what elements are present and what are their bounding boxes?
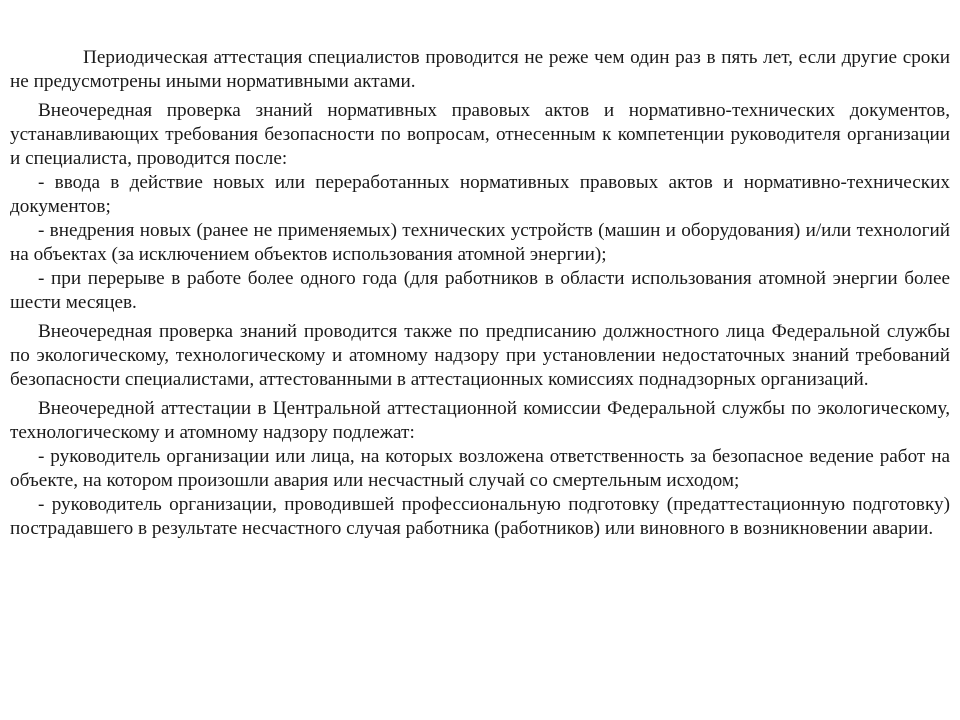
list-item-text: - руководитель организации, проводившей профессиональную подготовку (предаттестационную подготовку) пострадавшего в результате несчастного случая работника (работников) или виновного в возникновении аварии. [10, 494, 950, 539]
list-item-text: - руководитель организации или лица, на которых возложена ответственность за безопасное ведение работ на объекте, на котором произошли авария или несчастный случай со смертельным исходом; [10, 446, 950, 491]
list-item [10, 267, 950, 315]
list-item [10, 445, 950, 493]
document-body [10, 46, 950, 541]
list-item-text: - ввода в действие новых или переработанных нормативных правовых актов и нормативно-технических документов; [10, 172, 950, 217]
list-item [10, 219, 950, 267]
list-item [10, 171, 950, 219]
paragraph-prescription-check [10, 320, 950, 392]
paragraph-line: Внеочередной аттестации в Центральной аттестационной комиссии Федеральной службы по экологическому, технологическому и атомному надзору подлежат: [10, 398, 950, 443]
paragraph-text: Внеочередная проверка знаний проводится также по предписанию должностного лица Федеральной службы по экологическому, технологическому и атомному надзору при установлении недостаточных знаний требований безопасности специалистами, аттестованными в аттестационных комиссиях поднадзорных организаций. [10, 321, 950, 390]
paragraph-extraordinary-check [10, 99, 950, 315]
paragraph-text [10, 397, 950, 445]
list-item-text: - внедрения новых (ранее не применяемых) технических устройств (машин и оборудования) и/или технологий на объектах (за исключением объектов использования атомной энергии); [10, 220, 950, 265]
paragraph-text [10, 99, 950, 171]
list-item [10, 493, 950, 541]
paragraph-text: Периодическая аттестация специалистов проводится не реже чем один раз в пять лет, если другие сроки не предусмотрены иными нормативными актами. [10, 47, 950, 92]
paragraph-periodic-attestation [10, 46, 950, 94]
paragraph-central-commission [10, 397, 950, 541]
list-item-text: - при перерыве в работе более одного года (для работников в области использования атомной энергии более шести месяцев. [10, 268, 950, 313]
paragraph-line: Внеочередная проверка знаний нормативных правовых актов и нормативно-технических документов, устанавливающих требования безопасности по вопросам, отнесенным к компетенции руководителя организации и специалиста, проводится после: [10, 100, 950, 169]
